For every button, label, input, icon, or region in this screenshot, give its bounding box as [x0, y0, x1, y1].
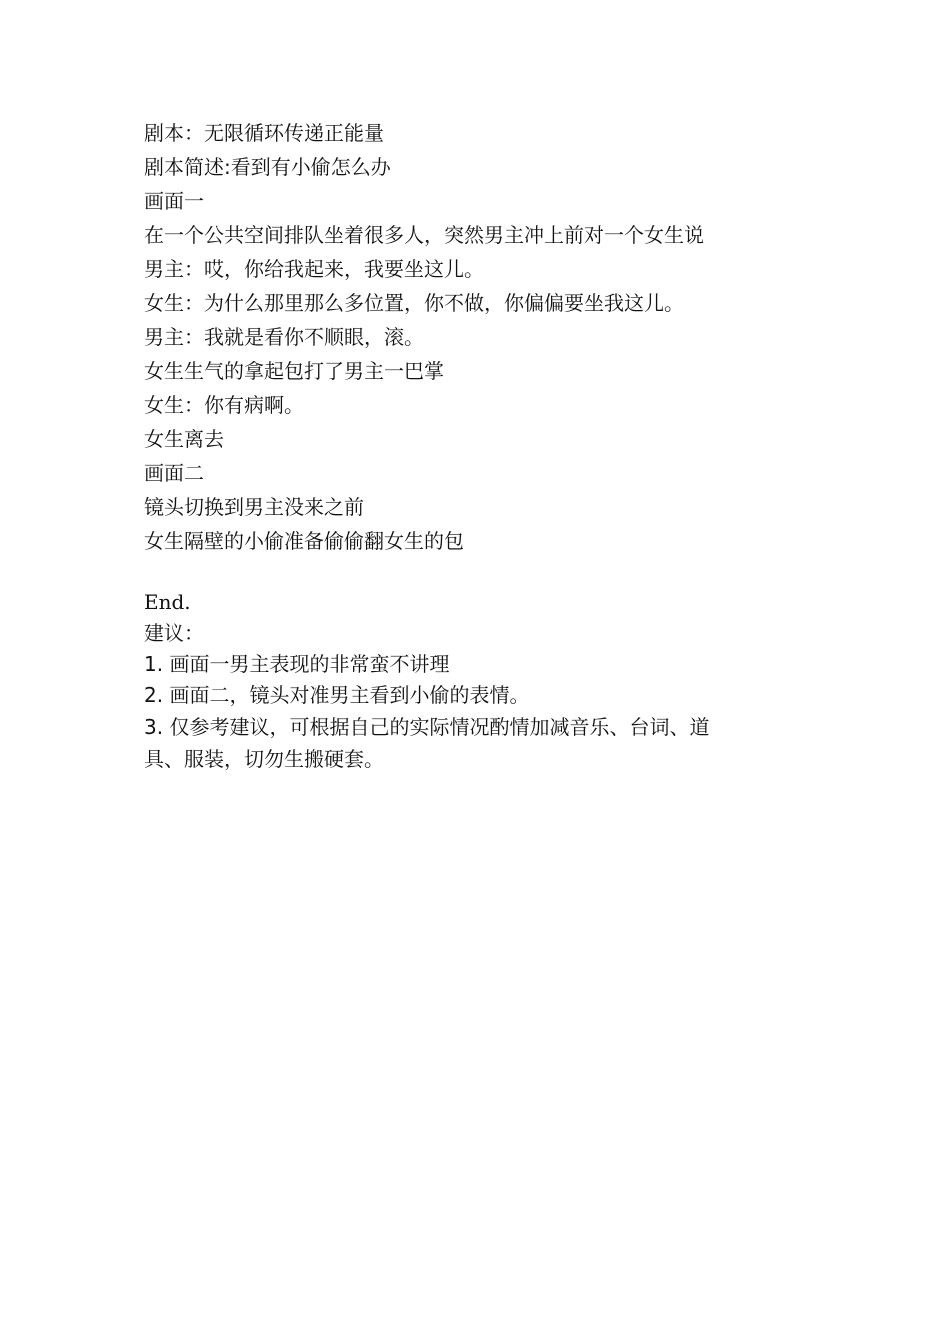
scene-two-heading: 画面二 — [144, 461, 204, 485]
scene-one-line: 女生：为什么那里那么多位置，你不做，你偏偏要坐我这儿。 — [144, 291, 684, 315]
scene-one-line: 女生生气的拿起包打了男主一巴掌 — [144, 359, 444, 383]
suggestions-heading: 建议： — [144, 621, 204, 645]
scene-two-line: 镜头切换到男主没来之前 — [144, 495, 364, 519]
scene-one-line: 在一个公共空间排队坐着很多人，突然男主冲上前对一个女生说 — [144, 223, 704, 247]
scene-one-line: 女生离去 — [144, 427, 224, 451]
suggestion-item: 2. 画面二，镜头对准男主看到小偷的表情。 — [144, 683, 530, 707]
document-body — [144, 116, 744, 775]
scene-one-line: 男主：哎，你给我起来，我要坐这儿。 — [144, 257, 484, 281]
scene-one-heading: 画面一 — [144, 189, 204, 213]
scene-one-line: 男主：我就是看你不顺眼，滚。 — [144, 325, 424, 349]
scene-one-line: 女生：你有病啊。 — [144, 393, 304, 417]
suggestion-item: 3. 仅参考建议，可根据自己的实际情况酌情加减音乐、台词、道具、服装，切勿生搬硬套。 — [144, 715, 710, 771]
script-summary: 剧本简述:看到有小偷怎么办 — [144, 155, 391, 179]
suggestion-item: 1. 画面一男主表现的非常蛮不讲理 — [144, 652, 450, 676]
script-title: 剧本：无限循环传递正能量 — [144, 121, 384, 145]
blank-spacer — [144, 558, 744, 586]
end-marker: End. — [144, 590, 191, 614]
scene-two-line: 女生隔壁的小偷准备偷偷翻女生的包 — [144, 529, 464, 553]
